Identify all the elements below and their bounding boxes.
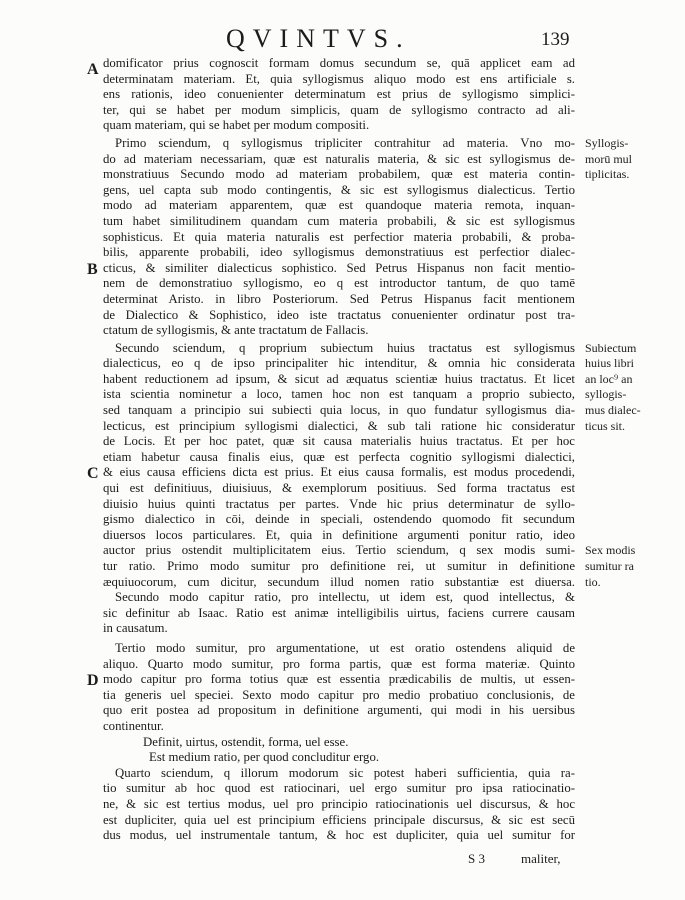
verse-line <box>103 750 575 766</box>
text-line <box>87 465 575 483</box>
catchword: maliter, <box>521 851 561 866</box>
margin-note: tiplicitas. <box>585 167 630 182</box>
line-text: ter, qui se habet per modum simplicis, quam de syllogismo contracto ad ali- <box>103 102 575 117</box>
text-line <box>103 340 637 357</box>
margin-note: tio. <box>585 574 601 589</box>
line-text: de Dialectico & Sophistico, ideo iste tractatus conuenienter ordinatur post tra- <box>103 307 575 322</box>
line-text: monstratiuus Secundo modo ad materiam probabilem, quæ est materia contin- <box>103 167 575 182</box>
margin-note: syllogis- <box>585 387 627 402</box>
text-line <box>103 371 633 388</box>
line-text: modo ad materiam apparentem, quæ est quandoque materia remota, inquan- <box>103 198 575 213</box>
line-text: cticus, & similiter dialecticus sophistico. Sed Petrus Hispanus non facit mentio- <box>103 260 575 275</box>
text-line <box>103 703 575 719</box>
text-line <box>87 672 575 690</box>
line-text: auctor prius ostendit multiplicitatem eius. Tertio sciendum, q sex modis sumi- <box>103 543 575 558</box>
section-marker-d: D <box>87 672 99 690</box>
margin-note: Sex modis <box>585 543 636 558</box>
text-line <box>103 87 575 103</box>
text-line <box>103 434 575 450</box>
verse-line <box>103 735 575 751</box>
text-line <box>103 797 575 813</box>
text-line <box>103 497 575 513</box>
line-text: determinat Aristo. in libro Posteriorum. Sed Petrus Hispanus facit mentionem <box>103 291 575 306</box>
text-line <box>103 512 575 528</box>
line-text: tia generis uel speciei. Sexto modo capitur pro medio probatiuo conclusionis, de <box>103 687 575 702</box>
running-head: QVINTVS. <box>226 24 411 53</box>
text-line <box>103 766 575 782</box>
line-text: habent reductionem ad ipsum, & sicut ad æquatus scientiæ huius tractatus. Et licet <box>103 371 575 386</box>
line-text: Secundo modo capitur ratio, pro intellectu, ut idem est, quod intellectus, & <box>115 590 575 605</box>
line-text: ne, & sic est tertius modus, uel pro principio ratiocinationis uel discursus, & hoc <box>103 796 575 811</box>
line-text: dus modus, uel instrumentale tantum, & hoc est dupliciter, quia uel sumitur for <box>103 828 575 843</box>
text-line <box>103 292 575 308</box>
text-line <box>103 450 575 466</box>
text-line <box>103 135 629 152</box>
line-text: Quarto sciendum, q illorum modorum sic potest haberi sufficientia, quia ra- <box>115 765 575 780</box>
text-line <box>103 323 575 339</box>
text-line <box>103 641 575 657</box>
text-line <box>103 781 575 797</box>
text-line <box>103 828 575 844</box>
text-line <box>103 574 601 591</box>
line-text: continentur. <box>103 718 164 733</box>
text-line <box>103 118 575 134</box>
section-marker-a: A <box>87 61 99 78</box>
signature-mark: S 3 <box>468 851 485 866</box>
line-text: in causatum. <box>103 621 168 636</box>
line-text: etiam habetur causa finalis eius, quæ est perfecta cognitio syllogismi dialectici, <box>103 449 575 464</box>
text-line <box>103 657 575 673</box>
line-text: ctatum de syllogismis, & ante tractatum de Fallacis. <box>103 323 369 338</box>
line-text: tum habet similitudinem quandam cum materia probabili, & sic est syllogismus <box>103 213 575 228</box>
line-text: Tertio modo sumitur, pro argumentatione, ut est oratio ostendens aliquid de <box>115 640 575 655</box>
text-line <box>103 813 575 829</box>
text-line <box>103 719 575 735</box>
line-text: dialecticus, eo q de ipso principaliter hic intenditur, & omnia hic considerata <box>103 356 575 371</box>
line-text: & eius causa efficiens dicta est prius. Et eius causa formalis, est modus procedendi, <box>103 465 575 480</box>
margin-note: an loc⁹ an <box>585 371 633 386</box>
text-line <box>103 198 575 214</box>
line-text: quo erit postea ad propositum in definitione argumenti, qui modi in his uersibus <box>103 703 575 718</box>
line-text: quam materiam, qui se habet per modum compositi. <box>103 118 370 133</box>
text-line <box>103 308 575 324</box>
line-text: de Locis. Et per hoc patet, quæ sit causa materialis huius tractatus. Et per hoc <box>103 434 575 449</box>
line-text: est dupliciter, quia uel est principium efficiens principale discursus, & sic est secū <box>103 812 575 827</box>
line-text: ens rationis, ideo conuenienter determinatum est prius de syllogismo simplici- <box>103 87 575 102</box>
text-line <box>103 590 575 606</box>
text-line <box>103 688 575 704</box>
line-text: Secundo sciendum, q proprium subiectum huius tractatus est syllogismus <box>115 340 575 355</box>
text-line <box>103 606 575 622</box>
line-text: do ad materiam necessariam, quæ est naturalis materia, & sic est syllogismus de- <box>103 151 575 166</box>
line-text: gismo dialectico in cōi, deinde in speciali, ostendendo quomodo fit secundum <box>103 512 575 527</box>
text-line <box>103 103 575 119</box>
margin-note: mus dialec- <box>585 403 641 418</box>
line-text: Definit, uirtus, ostendit, forma, uel esse. <box>143 734 349 749</box>
line-text: domificator prius cognoscit formam domus secundum se, quā applicet eam ad <box>103 56 575 70</box>
text-line <box>103 245 575 261</box>
text-line <box>87 260 575 278</box>
line-text: bilis, apparente probabili, ideo syllogismus demonstratiuus est perfectior dialec- <box>103 245 575 260</box>
margin-note: morū mul <box>585 151 632 166</box>
line-text: tio sumitur ab hoc quod est ratiocinari, uel ergo sumitur pro ipsa ratiocinatio- <box>103 781 575 796</box>
text-line <box>103 230 575 246</box>
text-line <box>103 481 575 497</box>
text-line <box>103 356 635 372</box>
margin-note: huius libri <box>585 356 635 371</box>
page-number: 139 <box>541 29 570 50</box>
margin-note: Subiectum <box>585 340 637 355</box>
line-text: sed tanquam a principio sui subiecti quia locus, in quo fundatur syllogismus dia- <box>103 403 575 418</box>
line-text: determinatam materiam. Et, quia syllogismus aliquo modo est ens artificiale s. <box>103 71 575 86</box>
text-line <box>103 418 626 435</box>
line-text: Primo sciendum, q syllogismus tripliciter contrahitur ad materia. Vno mo- <box>115 135 575 150</box>
text-line <box>103 387 627 403</box>
text-line <box>103 621 575 637</box>
text-line <box>103 183 575 199</box>
text-line <box>103 559 634 575</box>
text-line <box>103 276 575 292</box>
line-text: æquiuocorum, cum dicitur, secundum illud nomen ratio substantiæ est diuersa. <box>103 574 575 589</box>
line-text: sophisticus. Et quia materia naturalis est perfectior materia probabili, & proba- <box>103 229 575 244</box>
line-text: lecticus, est principium syllogismi dialectici, & sub tali ratione hic consideratur <box>103 418 575 433</box>
text-line <box>103 151 632 168</box>
text-line <box>103 543 636 559</box>
line-text: ista scientia nominetur a loco, tamen hoc non est tanquam a proprio subiecto, <box>103 387 575 402</box>
margin-note: sumitur ra <box>585 559 634 573</box>
line-text: sic definitur ab Isaac. Ratio est animæ intelligibilis uirtus, faciens currere causam <box>103 605 575 620</box>
line-text: Est medium ratio, per quod concluditur ergo. <box>149 750 380 765</box>
line-text: diuisio huius quinti tractatus per partes. Vnde hic prius determinatur de syllo- <box>103 496 575 511</box>
line-text: gens, uel capta sub modo contingentis, & sic est syllogismus dialecticus. Tertio <box>103 182 575 197</box>
text-line <box>103 167 630 183</box>
margin-note: ticus sit. <box>585 418 626 433</box>
line-text: qui est definitiuus, diuisiuus, & exemplorum positiuus. Sed forma tractatus est <box>103 481 575 496</box>
line-text: modo capitur pro forma totius quæ est essentia prædicabilis de multis, ut essen- <box>103 672 575 687</box>
line-text: aliquo. Quarto modo sumitur, pro forma partis, quæ est forma materiæ. Quinto <box>103 656 575 671</box>
text-line <box>103 214 575 230</box>
line-text: nem de demonstratiuo syllogismo, eo q est introductor tantum, de quo tamē <box>103 276 575 291</box>
text-line <box>103 528 575 544</box>
line-text: diuersos locos particulares. Et, quia in definitione argumenti ponitur ratio, ideo <box>103 527 575 542</box>
text-line <box>87 56 575 78</box>
section-marker-c: C <box>87 465 99 483</box>
line-text: tur ratio. Primo modo sumitur pro definitione rei, ut sumitur in definitione <box>103 559 575 573</box>
main-text-block <box>87 56 641 844</box>
text-line <box>103 403 641 419</box>
section-marker-b: B <box>87 260 98 278</box>
text-line <box>103 72 575 88</box>
margin-note: Syllogis- <box>585 135 629 150</box>
